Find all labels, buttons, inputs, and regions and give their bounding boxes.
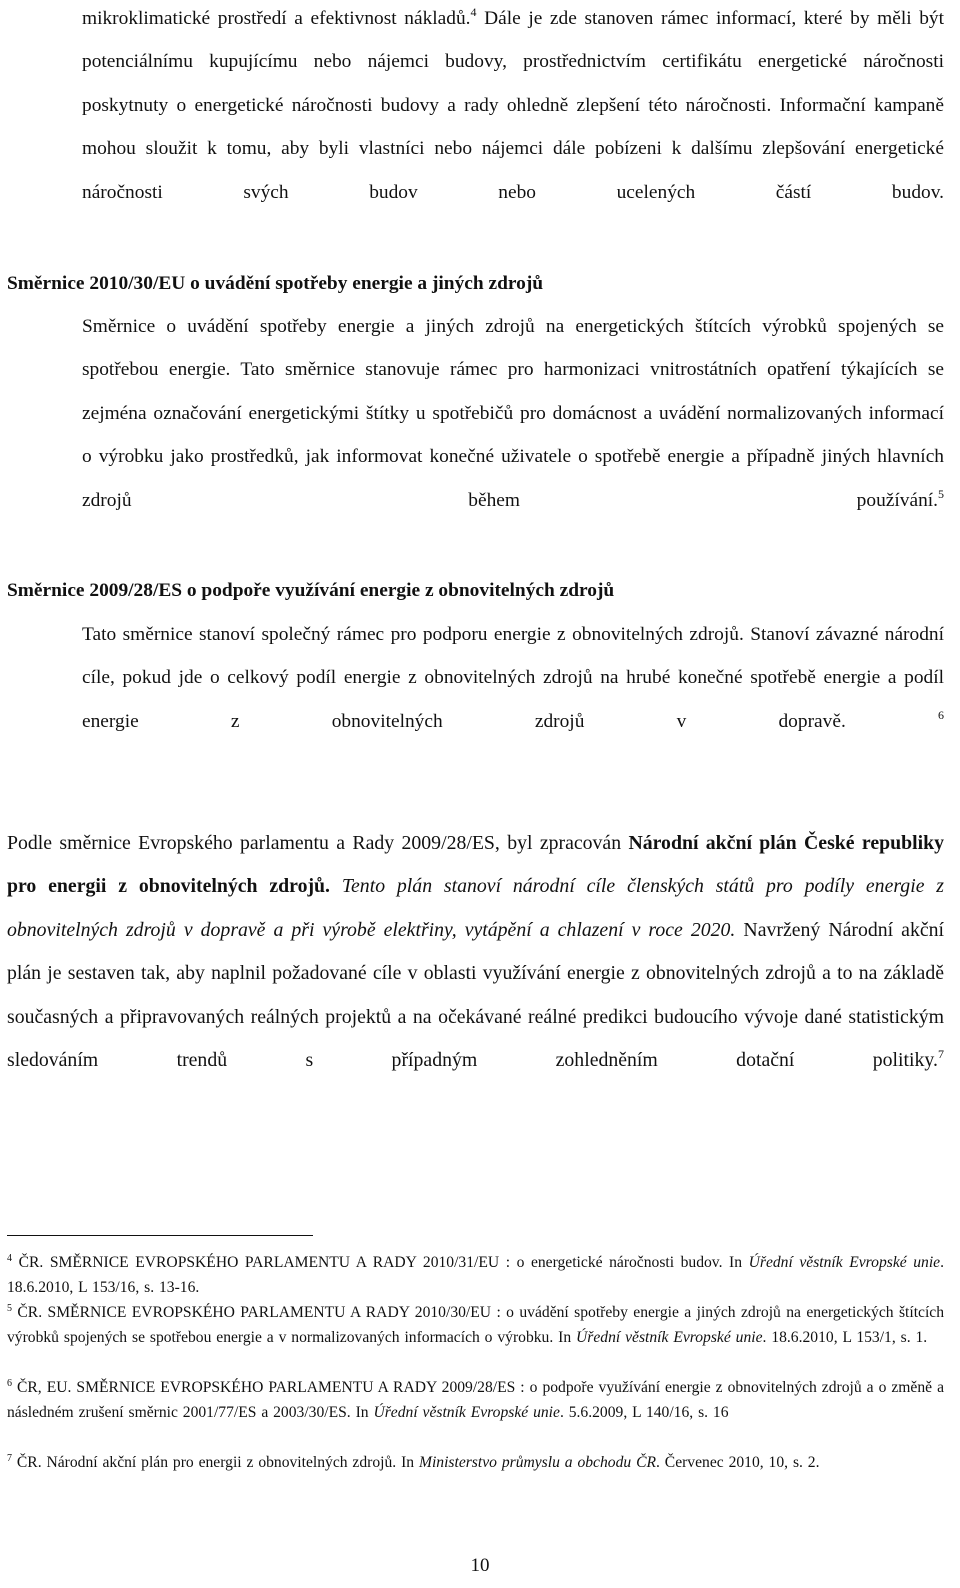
action-plan-title: Národní akční plán České republiky pro energii z obnovitelných zdrojů.: [7, 832, 944, 898]
footnote-ref-4: 4: [470, 5, 477, 19]
footnote-ref-5: 5: [938, 486, 944, 501]
section-heading-2010-30-eu: Směrnice 2010/30/EU o uvádění spotřeby energie a jiných zdrojů: [7, 273, 544, 294]
paragraph-3: [82, 613, 944, 743]
footnote-7-source: Ministerstvo průmyslu a obchodu ČR: [418, 1454, 656, 1471]
footnote-5-text: ČR. SMĚRNICE EVROPSKÉHO PARLAMENTU A RADY 2010/30/EU : o uvádění spotřeby energie a jiných zdrojů na energetických štítcích výrobků spojených se spotřebou energie a v normalizovaných informacích o výrobku. In: [7, 1304, 944, 1347]
footnote-6-source: Úřední věstník Evropské unie: [373, 1404, 560, 1422]
footnote-5-details: . 18.6.2010, L 153/1, s. 1.: [762, 1329, 928, 1347]
paragraph-1-first-text: mikroklimatické prostředí a efektivnost nákladů.: [82, 8, 471, 29]
paragraph-3-text: Tato směrnice stanoví společný rámec pro podporu energie z obnovitelných zdrojů. Stanoví závazné národní cíle, pokud jde o celkový podíl energie z obnovitelných zdrojů na hrubé konečné spotřebě energie a podíl energie z obnovitelných zdrojů v dopravě.: [82, 624, 944, 732]
paragraph-1-text: informací, které by měli být potenciálnímu kupujícímu nebo nájemci budovy, prostřednictvím certifikátu energetické náročnosti poskytnuty o energetické náročnosti budovy a rady ohledně zlepšení této náročnosti. Informační kampaně mohou sloužit k tomu, aby byli vlastníci nebo nájemci dále pobízeni k dalšímu zlepšování energetické náročnosti svých budov nebo ucelených částí budov.: [82, 8, 944, 203]
footnote-5-number: 5: [7, 1303, 12, 1314]
paragraph-2: [82, 305, 944, 522]
paragraph-1-first-text-end: Dále je zde stanoven rámec: [476, 8, 709, 29]
footnote-6-number: 6: [7, 1378, 12, 1389]
footnote-7-text: ČR. Národní akční plán pro energii z obnovitelných zdrojů. In: [12, 1454, 419, 1471]
footnote-4: [7, 1250, 944, 1300]
section-heading-2009-28-es: Směrnice 2009/28/ES o podpoře využívání energie z obnovitelných zdrojů: [7, 580, 615, 601]
footnote-6-text: ČR, EU. SMĚRNICE EVROPSKÉHO PARLAMENTU A RADY 2009/28/ES : o podpoře využívání energie z obnovitelných zdrojů a o změně a následném zrušení směrnic 2001/77/ES a 2003/30/ES. In: [7, 1379, 944, 1422]
paragraph-4: [7, 822, 944, 1082]
paragraph-2-text: Směrnice o uvádění spotřeby energie a jiných zdrojů na energetických štítcích výrobků spojených se spotřebou energie. Tato směrnice stanovuje rámec pro harmonizaci vnitrostátních opatření týkajících se zejména označování energetickými štítky u spotřebičů pro domácnost a uvádění normalizovaných informací o výrobku jako prostředků, jak informovat konečné uživatele o spotřebě energie a případně jiných hlavních zdrojů během používání.: [82, 316, 944, 511]
footnote-5: [7, 1300, 944, 1350]
page-number: 10: [470, 1555, 490, 1576]
paragraph-4-space: [330, 875, 342, 897]
footnote-ref-6: 6: [938, 707, 944, 722]
footnote-7-details: . Červenec 2010, 10, s. 2.: [656, 1454, 820, 1471]
action-plan-emphasis: Tento plán stanoví národní cíle členských států pro podíly energie z obnovitelných zdrojů v dopravě a při výrobě elektřiny, vytápění a chlazení v roce 2020.: [7, 875, 945, 941]
paragraph-1: [82, 0, 944, 214]
footnote-5-source: Úřední věstník Evropské unie: [576, 1329, 763, 1347]
footnote-ref-7: 7: [938, 1047, 944, 1062]
footnote-4-text: ČR. SMĚRNICE EVROPSKÉHO PARLAMENTU A RADY 2010/31/EU : o energetické náročnosti budov. In: [12, 1254, 749, 1271]
footnote-7: [7, 1450, 944, 1475]
paragraph-4-text-intro: Podle směrnice Evropského parlamentu a Rady 2009/28/ES, byl zpracován: [7, 832, 629, 854]
footnote-6-details: . 5.6.2009, L 140/16, s. 16: [559, 1404, 729, 1422]
footnote-6: [7, 1375, 944, 1425]
footnote-separator: [7, 1235, 313, 1236]
footnote-7-number: 7: [7, 1453, 12, 1464]
footnote-4-details: . 18.6.2010, L 153/16, s. 13-16.: [7, 1254, 944, 1297]
footnote-4-number: 4: [7, 1253, 12, 1264]
paragraph-4-text: Navržený Národní akční plán je sestaven tak, aby naplnil požadované cíle v oblasti využívání energie z obnovitelných zdrojů a to na základě současných a připravovaných reálných projektů a na očekávané reálné predikci budoucího vývoje dané statistickým sledováním trendů s případným zohledněním dotační politiky.: [7, 918, 944, 1072]
footnote-4-source: Úřední věstník Evropské unie: [748, 1254, 941, 1271]
